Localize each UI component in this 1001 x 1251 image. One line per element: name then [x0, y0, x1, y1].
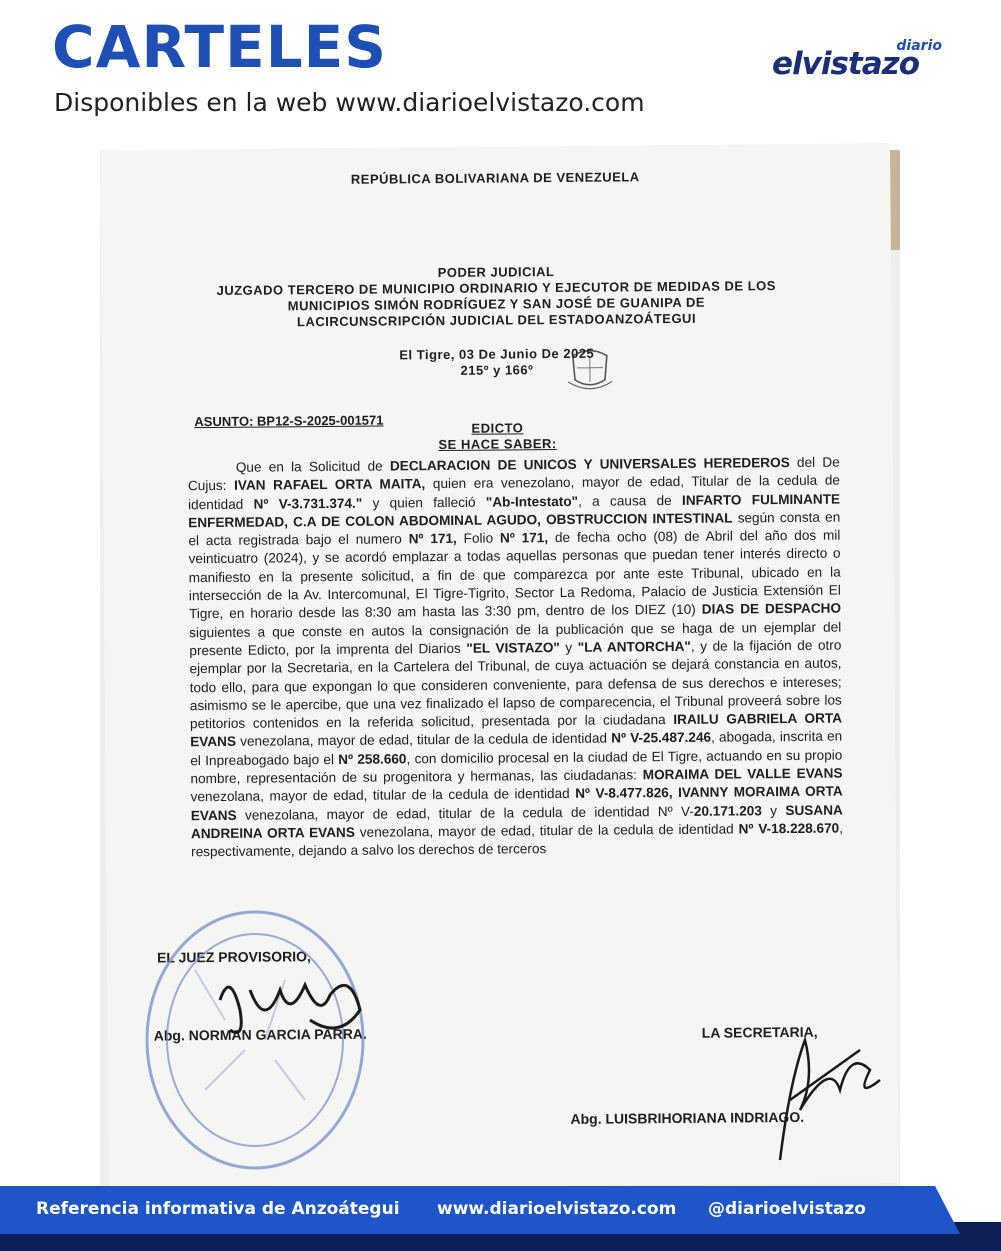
court-name-line-3: LACIRCUNSCRIPCIÓN JUDICIAL DEL ESTADOANZOÁTEGUI: [296, 310, 697, 330]
logo-main-text: elvistazo: [772, 46, 920, 82]
secretary-title: LA SECRETARIA,: [701, 1023, 818, 1041]
secretary-name: Abg. LUISBRIHORIANA INDRIAGO.: [570, 1108, 805, 1127]
judge-signature-icon: [210, 960, 380, 1050]
court-name-line-2: MUNICIPIOS SIMÓN RODRÍGUEZ Y SAN JOSÉ DE GUANIPA DE: [287, 294, 706, 314]
footer-region: Referencia informativa de Anzoátegui: [36, 1199, 400, 1219]
edict-heading: EDICTO: [471, 420, 524, 436]
edict-body: Que en la Solicitud de DECLARACION DE UNICOS Y UNIVERSALES HEREDEROS del De Cujus: IVAN RAFAEL ORTA MAITA, quien era venezolano, mayor de edad, Titular de la cedula de identidad Nº V-3.731.374." y quien falleció "Ab-Intestato", a causa de INFARTO FULMINANTE ENFERMEDAD, C.A DE COLON ABDOMINAL AGUDO, OBSTRUCCION INTESTINAL según consta en el acta registrada bajo el numero Nº 171, Folio Nº 171, de fecha ocho (08) de Abril del año dos mil veinticuatro (2024), y se acordó emplazar a todas aquellas personas que puedan tener interés directo o manifiesto en la presente solicitud, a fin de que comparezca por ante este Tribunal, ubicado en la intersección de la Av. Intercomunal, El Tigre-Tigrito, Sector La Redoma, Palacio de Justicia Extensión El Tigre, en horario desde las 8:30 am hasta las 3:30 pm, dentro de los DIEZ (10) DIAS DE DESPACHO siguientes a que conste en autos la consignación de la publicación que se haga de un ejemplar del presente Edicto, por la imprenta del Diarios "EL VISTAZO" y "LA ANTORCHA", y de la fijación de otro ejemplar por la Secretaria, en la Cartelera del Tribunal, de cuya actuación se dejará constancia en autos, todo ello, para que expongan lo que consideren conveniente, para defensa de sus derechos e intereses; asimismo se le apercibe, que una vez finalizado el lapso de comparecencia, el Tribunal proveerá sobre los petitorios contenidos en la referida solicitud, presentada por la ciudadana IRAILU GABRIELA ORTA EVANS venezolana, mayor de edad, titular de la cedula de identidad Nº V-25.487.246, abogada, inscrita en el Inpreabogado bajo el Nº 258.660, con domicilio procesal en la ciudad de El Tigre, actuando en su propio nombre, representación de su progenitora y hermanas, las ciudadanas: MORAIMA DEL VALLE EVANS venezolana, mayor de edad, titular de la cedula de identidad Nº V-8.477.826, IVANNY MORAIMA ORTA EVANS venezolana, mayor de edad, titular de la cedula de identidad Nº V-20.171.203 y SUSANA ANDREINA ORTA EVANS venezolana, mayor de edad, titular de la cedula de identidad Nº V-18.228.670, respectivamente, dejando a salvo los derechos de terceros: [187, 454, 844, 860]
judge-title: EL JUEZ PROVISORIO,: [156, 948, 311, 966]
court-name-line-1: JUZGADO TERCERO DE MUNICIPIO ORDINARIO Y EJECUTOR DE MEDIDAS DE LOS: [216, 278, 776, 298]
logo-diario-text: diario: [896, 38, 942, 54]
subject-label: ASUNTO:: [194, 413, 254, 430]
page-subtitle: Disponibles en la web www.diarioelvistazo.com: [54, 88, 645, 117]
secretary-signature-icon: [760, 1020, 890, 1170]
document-country: REPÚBLICA BOLIVARIANA DE VENEZUELA: [350, 169, 640, 187]
document-date: El Tigre, 03 De Junio De 2025: [399, 345, 595, 363]
page-title: CARTELES: [52, 13, 388, 81]
document-branch: PODER JUDICIAL: [437, 264, 555, 281]
elvistazo-logo: [770, 38, 950, 88]
subject-value: BP12-S-2025-001571: [256, 412, 384, 429]
judge-name: Abg. NORMAN GARCIA PARRA.: [153, 1025, 367, 1044]
footer-social-handle[interactable]: @diarioelvistazo: [708, 1199, 866, 1219]
announcement-heading: SE HACE SABER:: [438, 436, 557, 453]
footer-website-link[interactable]: www.diarioelvistazo.com: [437, 1199, 677, 1219]
document-years: 215º y 166º: [460, 362, 534, 378]
